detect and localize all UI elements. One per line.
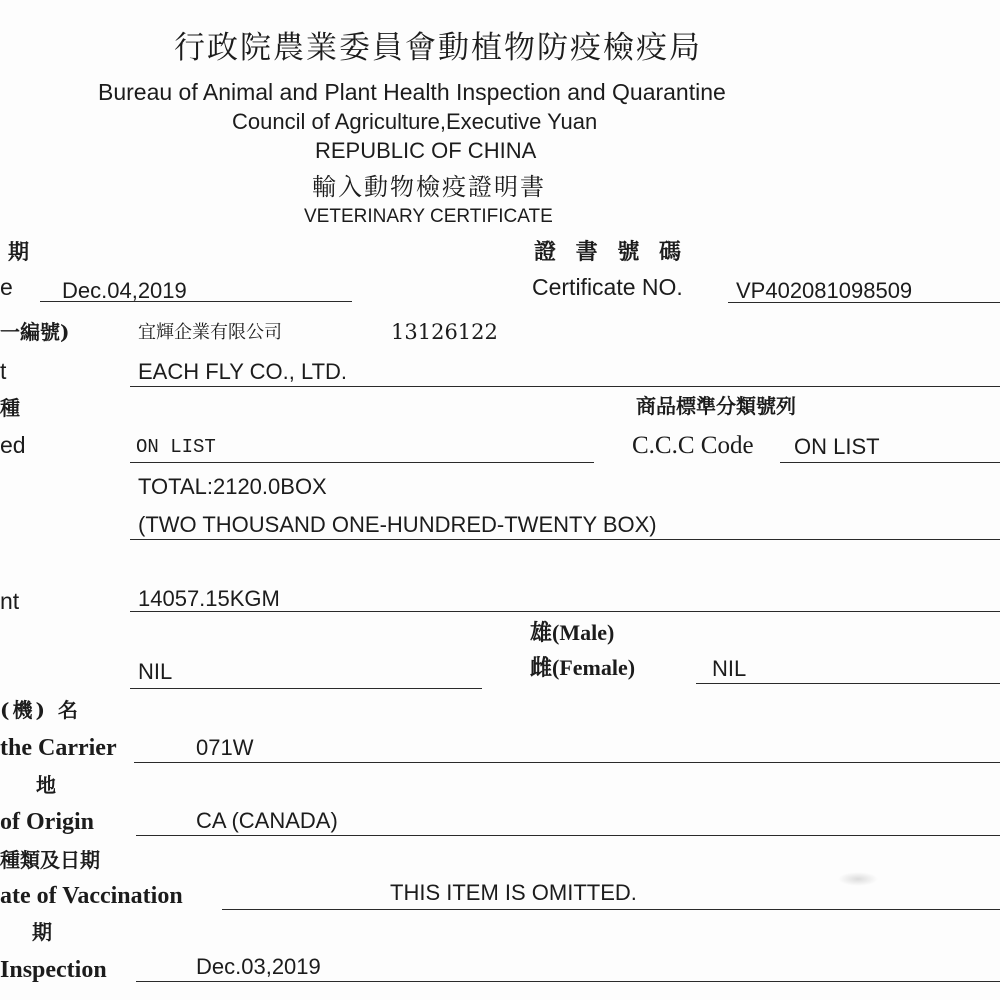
ccc-value: ON LIST	[794, 434, 880, 459]
document-title-en: VETERINARY CERTIFICATE	[304, 206, 553, 227]
document-title-zh: 輸入動物檢疫證明書	[312, 173, 546, 201]
inspection-label-zh: 期	[32, 920, 52, 944]
importer-name-value: EACH FLY CO., LTD.	[138, 359, 348, 384]
importer-label-zh: 一編號)	[0, 320, 70, 344]
ink-smudge	[838, 872, 878, 886]
origin-label-zh: 地	[36, 773, 56, 797]
date-label-en: e	[0, 274, 13, 300]
quantity-underline	[130, 539, 1000, 540]
importer-name-zh: 宜輝企業有限公司	[138, 322, 282, 343]
carrier-underline	[134, 762, 1000, 763]
weight-underline	[130, 611, 1000, 612]
inspection-underline	[136, 981, 1000, 982]
vaccination-underline	[222, 909, 1000, 910]
animal-underline	[130, 462, 594, 463]
importer-id: 13126122	[391, 320, 498, 344]
vaccination-label-en: ate of Vaccination	[0, 883, 183, 909]
importer-underline	[130, 386, 1000, 387]
certificate-underline	[728, 302, 1000, 303]
animal-label-en: ed	[0, 432, 26, 458]
issue-date-value: Dec.04,2019	[62, 278, 187, 303]
certificate-number-value: VP402081098509	[736, 278, 913, 303]
animal-value: ON LIST	[136, 436, 216, 458]
agency-title-en: Bureau of Animal and Plant Health Inspection and Quarantine	[98, 79, 726, 105]
origin-underline	[136, 835, 1000, 836]
count-value: NIL	[138, 659, 173, 684]
male-label: 雄(Male)	[530, 620, 615, 645]
certificate-label-zh: 證 書 號 碼	[534, 239, 687, 265]
weight-label-en: nt	[0, 588, 20, 614]
ccc-label-en: C.C.C Code	[632, 432, 754, 459]
ccc-label-zh: 商品標準分類號列	[636, 394, 796, 418]
inspection-label-en: Inspection	[0, 957, 107, 983]
quantity-words-value: (TWO THOUSAND ONE-HUNDRED-TWENTY BOX)	[138, 512, 657, 537]
vaccination-label-zh: 種類及日期	[0, 848, 100, 872]
origin-label-en: of Origin	[0, 809, 94, 835]
agency-title-zh: 行政院農業委員會動植物防疫檢疫局	[174, 30, 702, 66]
animal-label-zh: 種	[0, 396, 20, 420]
female-label: 雌(Female)	[530, 655, 636, 680]
weight-value: 14057.15KGM	[138, 586, 280, 611]
ccc-underline	[780, 462, 1000, 463]
country-name: REPUBLIC OF CHINA	[315, 138, 537, 163]
date-label-zh: 期	[8, 239, 29, 264]
female-value: NIL	[712, 656, 747, 681]
council-name: Council of Agriculture,Executive Yuan	[232, 109, 598, 134]
inspection-date-value: Dec.03,2019	[196, 954, 321, 979]
carrier-label-zh: (機) 名	[0, 698, 81, 722]
certificate-label-en: Certificate NO.	[532, 274, 683, 300]
carrier-value: 071W	[196, 735, 254, 760]
issue-date-underline	[40, 301, 352, 302]
vaccination-value: THIS ITEM IS OMITTED.	[390, 880, 637, 905]
origin-value: CA (CANADA)	[196, 808, 338, 833]
count-underline	[130, 688, 482, 689]
carrier-label-en: the Carrier	[0, 735, 117, 761]
quantity-value: TOTAL:2120.0BOX	[138, 474, 327, 499]
importer-label-en: t	[0, 358, 7, 384]
female-underline	[696, 683, 1000, 684]
